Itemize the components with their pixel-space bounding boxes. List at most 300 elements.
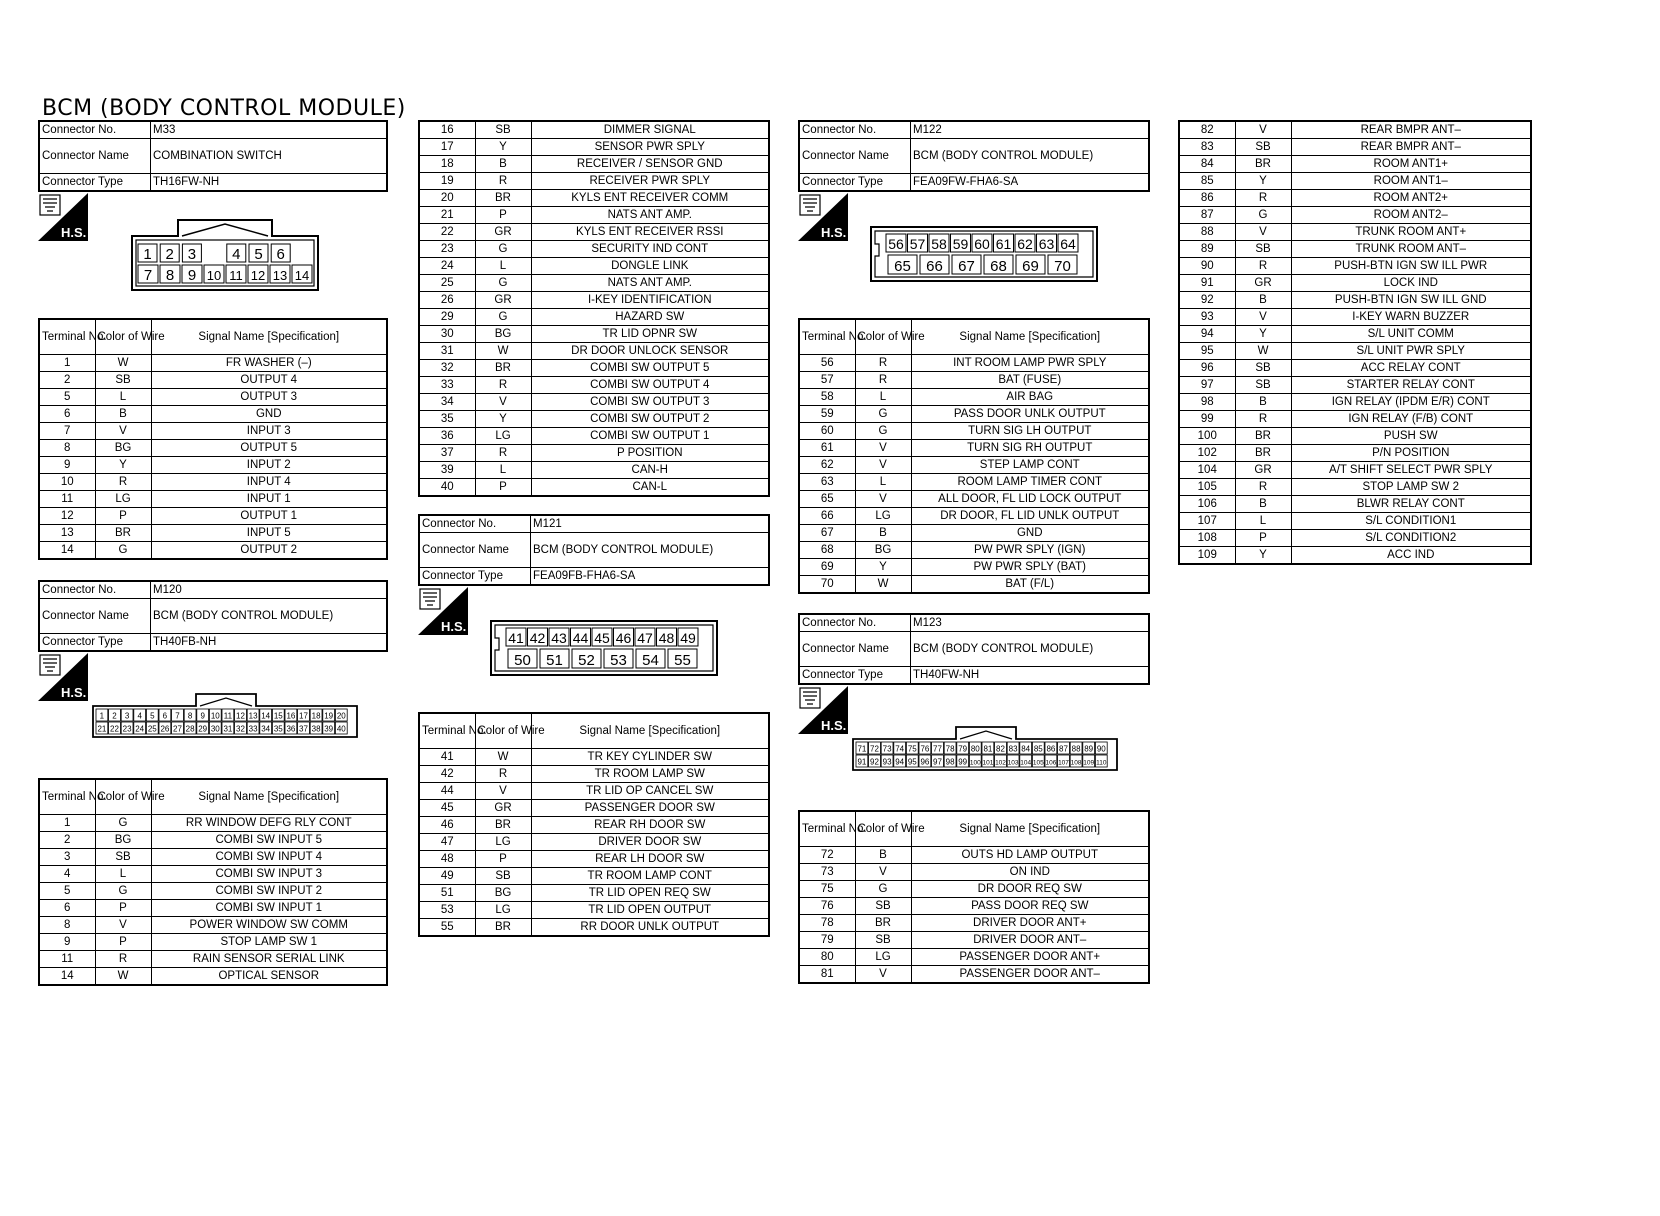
signal-name: RAIN SENSOR SERIAL LINK [151,951,387,968]
wire-color: L [475,462,531,479]
signal-name: SECURITY IND CONT [531,241,769,258]
signal-name: ON IND [911,864,1149,881]
signal-name: REAR BMPR ANT– [1291,139,1531,156]
table-row [799,474,1149,491]
pin-number: 77 [933,744,942,754]
terminal-no: 58 [799,389,855,406]
terminal-no: 92 [1179,292,1235,309]
pin-number: 35 [273,724,283,734]
signal-name: COMBI SW OUTPUT 2 [531,411,769,428]
signal-name: KYLS ENT RECEIVER COMM [531,190,769,207]
terminal-no: 10 [39,474,95,491]
signal-name: OUTS HD LAMP OUTPUT [911,847,1149,864]
signal-name: TRUNK ROOM ANT– [1291,241,1531,258]
wire-color: Y [1235,326,1291,343]
wire-color: LG [475,902,531,919]
terminal-no: 6 [39,406,95,423]
label-connector-name: Connector Name [799,139,911,174]
pin-number: 12 [250,268,266,283]
terminal-no: 109 [1179,547,1235,565]
pin-number: 86 [1046,744,1056,754]
table-row [39,389,387,406]
connector-no: M122 [911,121,1150,139]
pin-number: 92 [870,757,879,767]
terminal-no: 84 [1179,156,1235,173]
signal-name: AIR BAG [911,389,1149,406]
terminal-no: 17 [419,139,475,156]
signal-name: TR ROOM LAMP SW [531,766,769,783]
terminal-no: 95 [1179,343,1235,360]
wire-color: V [855,966,911,984]
signal-name: TR KEY CYLINDER SW [531,749,769,766]
pin-number: 14 [294,268,310,283]
wire-color: BG [855,542,911,559]
wire-color: P [95,900,151,917]
wire-color: L [855,389,911,406]
terminal-no: 81 [799,966,855,984]
terminal-no: 83 [1179,139,1235,156]
wire-color: R [855,355,911,372]
wire-color: R [855,372,911,389]
signal-name: TR LID OPNR SW [531,326,769,343]
pin-number: 53 [610,652,627,669]
signal-name: TR LID OPEN REQ SW [531,885,769,902]
signal-name: PUSH SW [1291,428,1531,445]
hs-label: H.S. [821,718,847,733]
terminal-no: 49 [419,868,475,885]
connector-name: BCM (BODY CONTROL MODULE) [151,599,388,634]
terminal-no: 86 [1179,190,1235,207]
signal-name: TR LID OP CANCEL SW [531,783,769,800]
wire-color: G [475,275,531,292]
signal-name: ACC IND [1291,547,1531,565]
pin-number: 65 [894,258,911,275]
signal-name: S/L UNIT COMM [1291,326,1531,343]
table-row [419,783,769,800]
terminal-no: 31 [419,343,475,360]
pin-number: 45 [594,630,610,646]
terminal-no: 24 [419,258,475,275]
pin-number: 88 [1071,744,1081,754]
pin-number: 29 [198,724,208,734]
table-header [799,811,1149,847]
signal-name: P POSITION [531,445,769,462]
table-row [799,542,1149,559]
wire-color: SB [475,121,531,139]
wire-color: SB [855,932,911,949]
table-row [419,902,769,919]
wire-color: G [95,883,151,900]
header-signal-name: Signal Name [Specification] [531,713,769,749]
label-connector-no: Connector No. [419,515,531,533]
signal-name: DR DOOR UNLOCK SENSOR [531,343,769,360]
signal-name: POWER WINDOW SW COMM [151,917,387,934]
terminal-no: 41 [419,749,475,766]
pin-number: 14 [261,711,271,721]
connector-name: COMBINATION SWITCH [151,139,388,174]
wire-color: LG [855,508,911,525]
wire-color: P [475,207,531,224]
m120-continued-table [418,120,770,497]
label-connector-name: Connector Name [419,533,531,568]
terminal-no: 30 [419,326,475,343]
label-connector-no: Connector No. [799,121,911,139]
signal-name: PUSH-BTN IGN SW ILL GND [1291,292,1531,309]
wire-color: BR [1235,428,1291,445]
wire-color: R [475,766,531,783]
pin-number: 49 [680,630,696,646]
connector-diagram-m123 [852,725,1118,771]
hs-icon [38,193,88,241]
wire-color: V [1235,309,1291,326]
terminal-no: 82 [1179,121,1235,139]
signal-table [418,120,770,497]
connector-no: M123 [911,614,1150,632]
connector-type: FEA09FW-FHA6-SA [911,174,1150,192]
table-row [1179,275,1531,292]
table-row [39,423,387,440]
signal-name: ALL DOOR, FL LID LOCK OUTPUT [911,491,1149,508]
table-row [799,457,1149,474]
connector-no: M33 [151,121,388,139]
m123-continued-table [1178,120,1532,565]
connector-no: M121 [531,515,770,533]
table-row [419,428,769,445]
terminal-no: 53 [419,902,475,919]
pin-number: 64 [1060,236,1076,252]
wire-color: Y [475,139,531,156]
table-row [419,377,769,394]
wire-color: B [475,156,531,173]
signal-name: P/N POSITION [1291,445,1531,462]
signal-name: ROOM ANT2– [1291,207,1531,224]
terminal-no: 47 [419,834,475,851]
pin-number: 85 [1033,744,1043,754]
pin-number: 90 [1096,744,1106,754]
terminal-no: 76 [799,898,855,915]
table-row [39,815,387,832]
terminal-no: 104 [1179,462,1235,479]
pin-number: 104 [1020,759,1032,767]
signal-name: RR WINDOW DEFG RLY CONT [151,815,387,832]
m121-info [418,514,770,586]
table-row [39,900,387,917]
pin-number: 4 [232,246,241,263]
terminal-no: 34 [419,394,475,411]
wire-color: G [95,815,151,832]
table-row [799,898,1149,915]
pin-number: 52 [578,652,595,669]
terminal-no: 59 [799,406,855,423]
wire-color: V [1235,224,1291,241]
hs-label: H.S. [61,225,87,240]
table-row [419,479,769,497]
pin-number: 1 [143,246,152,263]
table-row [419,224,769,241]
wire-color: SB [95,372,151,389]
pin-number: 99 [958,757,968,767]
table-row [1179,309,1531,326]
terminal-no: 65 [799,491,855,508]
pin-number: 8 [187,711,193,721]
signal-name: REAR RH DOOR SW [531,817,769,834]
pin-number: 98 [945,757,955,767]
connector-diagram-m121 [490,620,718,676]
wire-color: GR [475,224,531,241]
signal-table [418,712,770,937]
wire-color: R [95,474,151,491]
terminal-no: 22 [419,224,475,241]
wire-color: BR [475,360,531,377]
terminal-no: 26 [419,292,475,309]
terminal-no: 88 [1179,224,1235,241]
table-row [419,834,769,851]
wire-color: LG [95,491,151,508]
pin-number: 41 [508,630,524,646]
table-row [799,508,1149,525]
terminal-no: 8 [39,440,95,457]
pin-number: 11 [223,711,233,721]
pin-number: 84 [1021,744,1031,754]
connector-face-icon [800,195,820,215]
wire-color: B [1235,496,1291,513]
wire-color: G [95,542,151,560]
pin-number: 2 [112,711,117,721]
wire-color: R [475,173,531,190]
pin-number: 34 [261,724,271,734]
hs-icon [798,193,848,241]
pin-number: 36 [286,724,296,734]
pin-number: 61 [995,236,1012,252]
header-color-of-wire: Color of Wire [855,319,911,355]
pin-number: 6 [276,246,285,263]
terminal-no: 96 [1179,360,1235,377]
terminal-no: 11 [39,951,95,968]
signal-name: OPTICAL SENSOR [151,968,387,986]
table-row [1179,139,1531,156]
hs-icon [418,587,468,635]
pin-number: 17 [299,711,308,721]
signal-name: INPUT 3 [151,423,387,440]
wire-color: L [475,258,531,275]
m122-info [798,120,1150,192]
signal-name: COMBI SW INPUT 2 [151,883,387,900]
table-row [419,868,769,885]
signal-name: INPUT 2 [151,457,387,474]
terminal-no: 7 [39,423,95,440]
terminal-no: 14 [39,542,95,560]
pin-number: 27 [173,724,182,734]
terminal-no: 69 [799,559,855,576]
signal-name: DRIVER DOOR ANT+ [911,915,1149,932]
pin-number: 109 [1083,759,1095,767]
pin-number: 47 [637,630,653,646]
signal-name: ROOM ANT1+ [1291,156,1531,173]
terminal-no: 70 [799,576,855,594]
terminal-no: 67 [799,525,855,542]
signal-table [798,318,1150,594]
table-row [419,885,769,902]
m123-info [798,613,1150,685]
header-terminal-no: Terminal No. [419,713,475,749]
table-row [39,457,387,474]
signal-table [38,778,388,986]
signal-name: HAZARD SW [531,309,769,326]
terminal-no: 29 [419,309,475,326]
pin-number: 24 [135,724,145,734]
signal-name: OUTPUT 1 [151,508,387,525]
connector-type: TH16FW-NH [151,174,388,192]
wire-color: L [1235,513,1291,530]
signal-name: PASSENGER DOOR ANT+ [911,949,1149,966]
pin-number: 69 [1022,258,1039,275]
label-connector-no: Connector No. [799,614,911,632]
terminal-no: 11 [39,491,95,508]
wire-color: B [855,847,911,864]
table-row [1179,156,1531,173]
table-row [1179,411,1531,428]
pin-number: 59 [952,236,969,252]
connector-face-icon [40,195,60,215]
table-row [39,832,387,849]
terminal-no: 85 [1179,173,1235,190]
connector-type: TH40FW-NH [911,667,1150,685]
wire-color: V [95,917,151,934]
wire-color: G [475,309,531,326]
wire-color: SB [1235,139,1291,156]
wire-color: BR [1235,445,1291,462]
hs-label: H.S. [61,685,87,700]
connector-name: BCM (BODY CONTROL MODULE) [911,632,1150,667]
hs-label: H.S. [441,619,467,634]
label-connector-type: Connector Type [419,568,531,586]
wire-color: L [855,474,911,491]
wire-color: Y [1235,547,1291,565]
m123-signal-table [798,810,1150,984]
wire-color: B [1235,292,1291,309]
terminal-no: 25 [419,275,475,292]
pin-number: 1 [99,711,105,721]
terminal-no: 56 [799,355,855,372]
table-row [1179,258,1531,275]
pin-number: 48 [658,630,675,646]
table-header [39,319,387,355]
pin-number: 21 [97,724,107,734]
signal-name: NATS ANT AMP. [531,207,769,224]
signal-name: CAN-L [531,479,769,497]
pin-number: 46 [615,630,632,646]
table-row [419,326,769,343]
terminal-no: 45 [419,800,475,817]
terminal-no: 6 [39,900,95,917]
wire-color: Y [1235,173,1291,190]
pin-number: 11 [229,268,243,283]
table-row [1179,377,1531,394]
pin-number: 33 [248,724,258,734]
signal-name: PASSENGER DOOR ANT– [911,966,1149,984]
pin-number: 57 [909,236,926,252]
label-connector-name: Connector Name [799,632,911,667]
signal-name: PASSENGER DOOR SW [531,800,769,817]
pin-number: 91 [857,757,867,767]
table-row [39,968,387,986]
terminal-no: 99 [1179,411,1235,428]
terminal-no: 87 [1179,207,1235,224]
terminal-no: 90 [1179,258,1235,275]
signal-name: STOP LAMP SW 2 [1291,479,1531,496]
table-row [1179,428,1531,445]
signal-name: OUTPUT 3 [151,389,387,406]
terminal-no: 102 [1179,445,1235,462]
terminal-no: 39 [419,462,475,479]
table-row [419,121,769,139]
table-row [1179,343,1531,360]
wire-color: R [1235,258,1291,275]
pin-number: 82 [996,744,1005,754]
pin-number: 13 [272,268,288,283]
wire-color: B [95,406,151,423]
pin-number: 54 [642,652,659,669]
signal-name: ACC RELAY CONT [1291,360,1531,377]
terminal-no: 21 [419,207,475,224]
wire-color: B [1235,394,1291,411]
signal-name: COMBI SW OUTPUT 4 [531,377,769,394]
signal-name: IGN RELAY (F/B) CONT [1291,411,1531,428]
pin-number: 20 [336,711,346,721]
connector-face-icon [800,688,820,708]
terminal-no: 75 [799,881,855,898]
m122-signal-table [798,318,1150,594]
pin-number: 60 [974,236,990,252]
pin-number: 3 [187,246,197,263]
terminal-no: 73 [799,864,855,881]
terminal-no: 1 [39,355,95,372]
wire-color: V [855,491,911,508]
pin-number: 106 [1045,759,1057,767]
terminal-no: 91 [1179,275,1235,292]
signal-name: ROOM ANT2+ [1291,190,1531,207]
pin-number: 93 [882,757,892,767]
signal-name: S/L UNIT PWR SPLY [1291,343,1531,360]
signal-name: DR DOOR REQ SW [911,881,1149,898]
signal-table [1178,120,1532,565]
wire-color: SB [475,868,531,885]
table-row [39,951,387,968]
wire-color: GR [1235,275,1291,292]
pin-number: 110 [1096,759,1107,767]
terminal-no: 44 [419,783,475,800]
pin-number: 51 [546,652,563,669]
signal-name: COMBI SW OUTPUT 5 [531,360,769,377]
table-row [419,309,769,326]
signal-name: GND [911,525,1149,542]
wire-color: GR [475,292,531,309]
terminal-no: 42 [419,766,475,783]
table-row [419,360,769,377]
signal-table [38,318,388,560]
signal-name: I-KEY IDENTIFICATION [531,292,769,309]
wire-color: BG [475,326,531,343]
pin-number: 66 [926,258,943,275]
terminal-no: 61 [799,440,855,457]
signal-name: S/L CONDITION1 [1291,513,1531,530]
signal-name: DR DOOR, FL LID UNLK OUTPUT [911,508,1149,525]
connector-no: M120 [151,581,388,599]
wire-color: R [1235,190,1291,207]
connector-name: BCM (BODY CONTROL MODULE) [531,533,770,568]
wire-color: BG [95,440,151,457]
terminal-no: 35 [419,411,475,428]
